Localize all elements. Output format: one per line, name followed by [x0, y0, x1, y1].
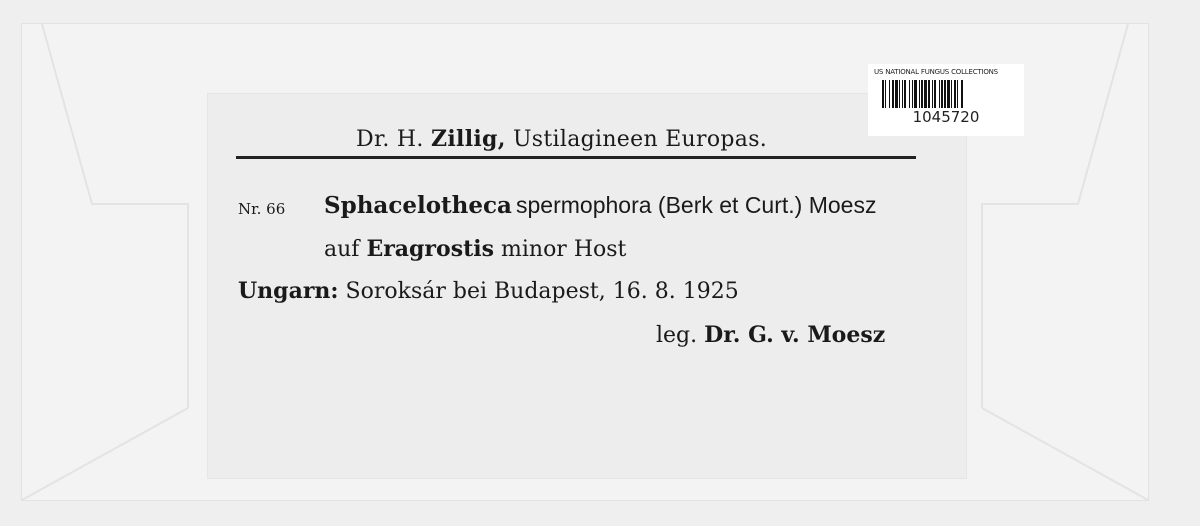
- host-rest: minor Host: [501, 237, 627, 262]
- species-genus: Sphacelotheca: [324, 192, 512, 219]
- specimen-label: [208, 94, 966, 478]
- species-rest: spermophora (Berk et Curt.) Moesz: [516, 192, 877, 218]
- host-genus: Eragrostis: [366, 236, 494, 262]
- locality: Soroksár bei Budapest, 16. 8. 1925: [345, 279, 739, 304]
- header-rest: Ustilagineen Europas.: [512, 127, 768, 152]
- barcode-icon: [882, 80, 1010, 108]
- header-name: Zillig,: [431, 126, 506, 152]
- locality-line: [238, 278, 739, 304]
- barcode-label: [868, 64, 1024, 136]
- country: Ungarn:: [238, 278, 339, 304]
- specimen-number: Nr. 66: [238, 200, 286, 218]
- host-prefix: auf: [324, 237, 360, 262]
- header-rule: [236, 156, 916, 159]
- collector-line: [656, 322, 885, 348]
- host-line: [324, 236, 626, 262]
- barcode-institution: US NATIONAL FUNGUS COLLECTIONS: [874, 68, 998, 76]
- barcode-number: 1045720: [912, 108, 980, 126]
- collector-prefix: leg.: [656, 323, 698, 348]
- header-prefix: Dr. H.: [356, 127, 424, 152]
- collector-name: Dr. G. v. Moesz: [704, 322, 886, 348]
- label-header: [356, 126, 767, 152]
